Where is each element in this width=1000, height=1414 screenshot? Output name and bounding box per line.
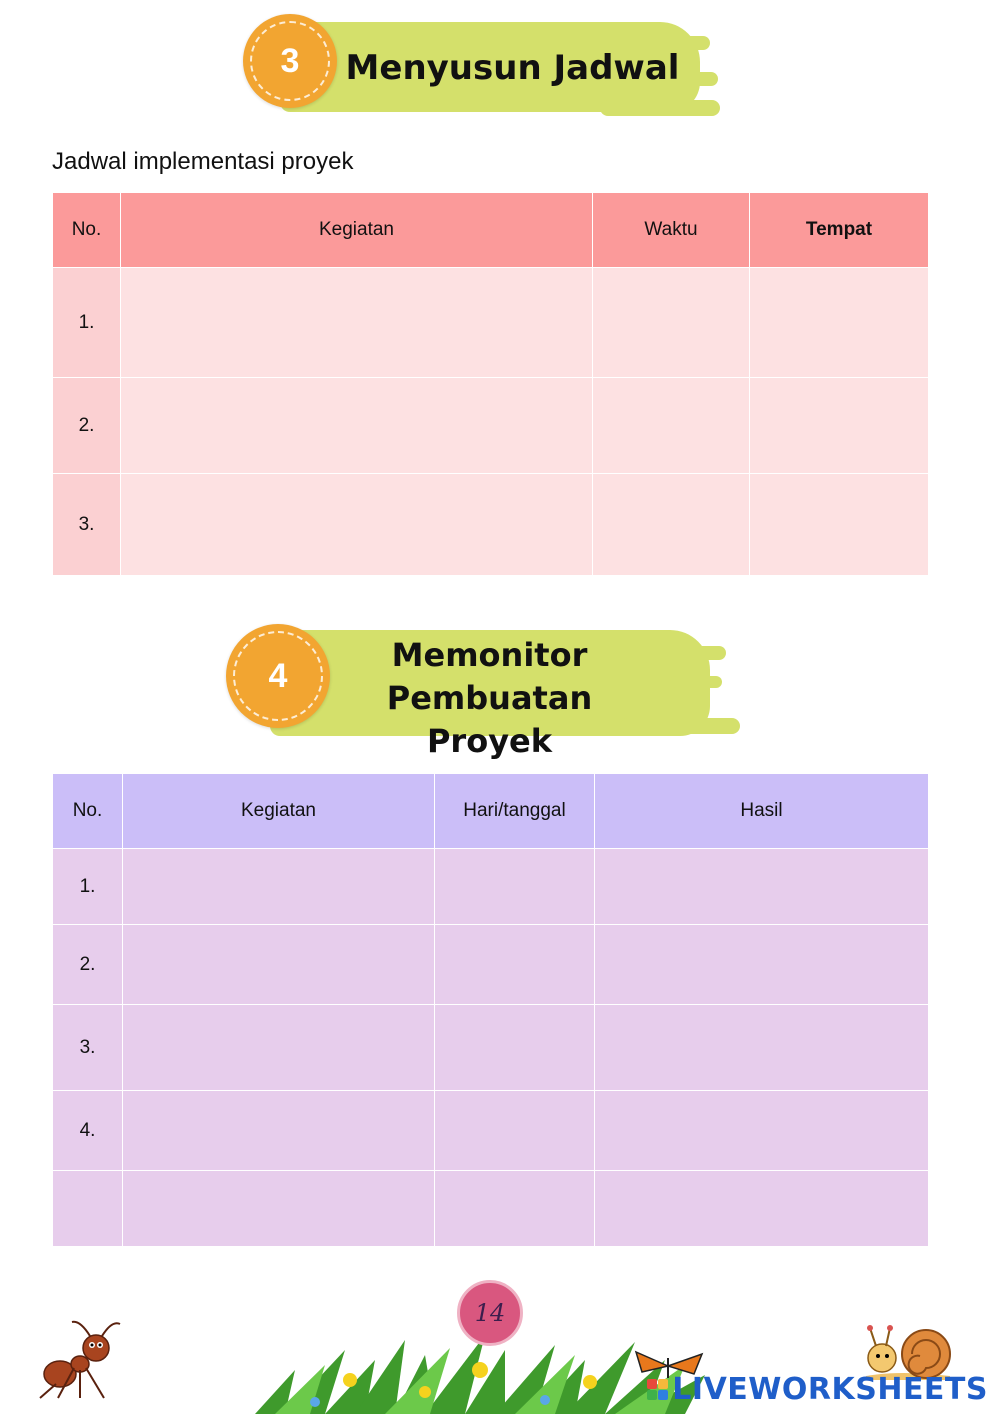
- result-cell[interactable]: [595, 1171, 929, 1247]
- table-row: [53, 849, 929, 925]
- step-number-badge: [243, 14, 337, 108]
- row-number: 4.: [53, 1091, 123, 1171]
- brush-stroke: [600, 100, 720, 116]
- liveworksheets-watermark[interactable]: [647, 1372, 988, 1407]
- table-header-row: [53, 774, 929, 849]
- date-cell[interactable]: [435, 1005, 595, 1091]
- table-row: [53, 378, 929, 474]
- row-number: 1.: [53, 849, 123, 925]
- result-cell[interactable]: [595, 849, 929, 925]
- monitoring-table: [52, 773, 929, 1247]
- ant-illustration: [28, 1312, 124, 1402]
- column-header: Hari/tanggal: [435, 774, 595, 849]
- brush-stroke: [660, 646, 726, 660]
- row-number: 1.: [53, 268, 121, 378]
- schedule-table: [52, 192, 929, 576]
- column-header: No.: [53, 193, 121, 268]
- section-title-line: Memonitor: [391, 636, 588, 674]
- column-header: No.: [53, 774, 123, 849]
- time-cell[interactable]: [593, 378, 750, 474]
- table-row: [53, 925, 929, 1005]
- activity-cell[interactable]: [121, 268, 593, 378]
- activity-cell[interactable]: [121, 474, 593, 576]
- table-row: [53, 1171, 929, 1247]
- activity-cell[interactable]: [123, 1171, 435, 1247]
- table-header-row: [53, 193, 929, 268]
- liveworksheets-logo-icon: [647, 1379, 668, 1400]
- row-number: 2.: [53, 378, 121, 474]
- section-title-line: Pembuatan Proyek: [386, 679, 593, 760]
- activity-cell[interactable]: [123, 1091, 435, 1171]
- section-title: Menyusun Jadwal: [345, 48, 680, 88]
- brush-stroke: [670, 676, 722, 688]
- table-row: [53, 268, 929, 378]
- row-number: 2.: [53, 925, 123, 1005]
- column-header: Kegiatan: [123, 774, 435, 849]
- result-cell[interactable]: [595, 925, 929, 1005]
- activity-cell[interactable]: [123, 925, 435, 1005]
- time-cell[interactable]: [593, 268, 750, 378]
- column-header: Waktu: [593, 193, 750, 268]
- step-number: 4: [268, 656, 288, 695]
- page-number: 14: [474, 1299, 506, 1327]
- activity-cell[interactable]: [123, 1005, 435, 1091]
- table-row: [53, 1005, 929, 1091]
- date-cell[interactable]: [435, 1171, 595, 1247]
- column-header: Hasil: [595, 774, 929, 849]
- date-cell[interactable]: [435, 925, 595, 1005]
- time-cell[interactable]: [593, 474, 750, 576]
- row-number: 3.: [53, 474, 121, 576]
- place-cell[interactable]: [750, 474, 929, 576]
- date-cell[interactable]: [435, 849, 595, 925]
- row-number: 3.: [53, 1005, 123, 1091]
- table-row: [53, 474, 929, 576]
- place-cell[interactable]: [750, 378, 929, 474]
- row-number: [53, 1171, 123, 1247]
- table-row: [53, 1091, 929, 1171]
- date-cell[interactable]: [435, 1091, 595, 1171]
- result-cell[interactable]: [595, 1005, 929, 1091]
- column-header: Kegiatan: [121, 193, 593, 268]
- section-title: [332, 634, 647, 763]
- place-cell[interactable]: [750, 268, 929, 378]
- activity-cell[interactable]: [121, 378, 593, 474]
- page-number-badge: [457, 1280, 523, 1346]
- watermark-text: LIVEWORKSHEETS: [672, 1372, 988, 1407]
- activity-cell[interactable]: [123, 849, 435, 925]
- column-header: Tempat: [750, 193, 929, 268]
- step-number-badge: [226, 624, 330, 728]
- result-cell[interactable]: [595, 1091, 929, 1171]
- step-number: 3: [280, 41, 300, 80]
- table-caption: Jadwal implementasi proyek: [52, 148, 354, 175]
